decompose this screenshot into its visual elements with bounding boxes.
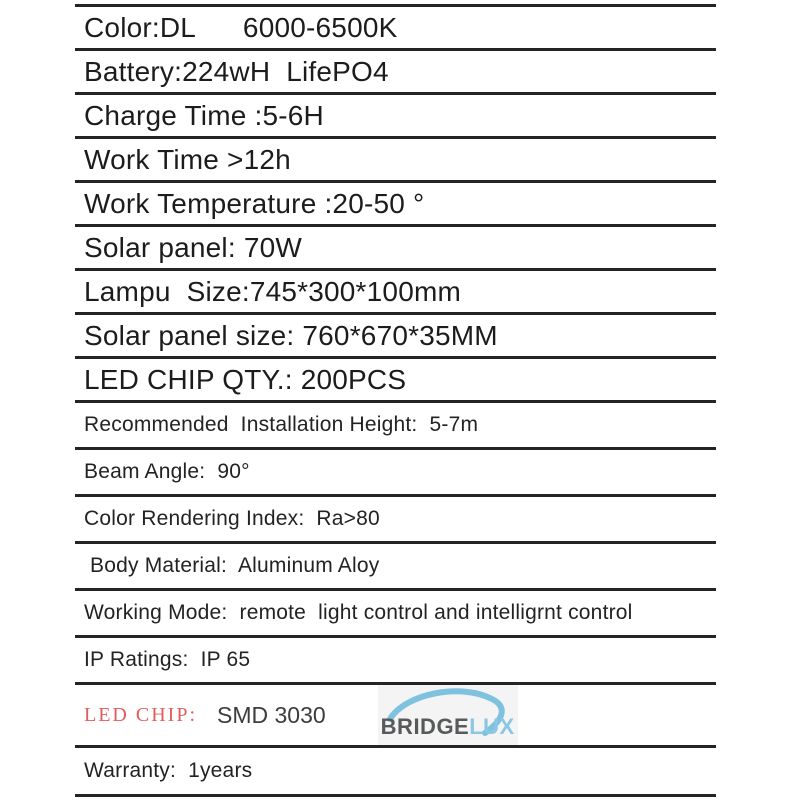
logo-wordmark-lux: LUX — [469, 714, 515, 739]
spec-row-lamp-size-text: Lampu Size:745*300*100mm — [84, 275, 462, 307]
spec-row-solar-panel — [75, 227, 716, 271]
spec-row-work-temperature-text: Work Temperature :20-50 ° — [84, 187, 425, 219]
led-chip-label: LED CHIP: — [84, 703, 197, 726]
spec-row-beam-angle — [75, 450, 716, 497]
spec-row-work-time — [75, 139, 716, 183]
spec-row-warranty-text: Warranty: 1years — [84, 759, 253, 782]
spec-row-solar-panel-text: Solar panel: 70W — [84, 231, 302, 263]
spec-row-work-time-text: Work Time >12h — [84, 143, 291, 175]
spec-row-solar-panel-size-text: Solar panel size: 760*670*35MM — [84, 319, 498, 351]
spec-row-warranty — [75, 748, 716, 797]
spec-row-charge-time — [75, 95, 716, 139]
spec-row-color-rendering-index-text: Color Rendering Index: Ra>80 — [84, 507, 380, 530]
spec-row-working-mode — [75, 591, 716, 638]
spec-row-lamp-size — [75, 271, 716, 315]
logo-wordmark — [381, 716, 515, 738]
spec-row-ip-ratings-text: IP Ratings: IP 65 — [84, 648, 251, 671]
spec-row-color — [75, 7, 716, 51]
spec-row-solar-panel-size — [75, 315, 716, 359]
spec-row-led-chip-qty — [75, 359, 716, 403]
spec-row-led-chip — [75, 685, 716, 748]
spec-row-color-rendering-index — [75, 497, 716, 544]
spec-row-working-mode-text: Working Mode: remote light control and intelligrnt control — [84, 601, 633, 624]
spec-row-color-text: Color:DL 6000-6500K — [84, 11, 398, 43]
spec-row-battery-text: Battery:224wH LifePO4 — [84, 55, 389, 87]
spec-row-beam-angle-text: Beam Angle: 90° — [84, 460, 250, 483]
bridgelux-logo — [378, 685, 518, 745]
spec-row-installation-height — [75, 403, 716, 450]
spec-row-charge-time-text: Charge Time :5-6H — [84, 99, 324, 131]
spec-table — [75, 4, 716, 797]
spec-row-led-chip-qty-text: LED CHIP QTY.: 200PCS — [84, 363, 407, 395]
spec-row-ip-ratings — [75, 638, 716, 685]
spec-row-body-material — [75, 544, 716, 591]
spec-row-installation-height-text: Recommended Installation Height: 5-7m — [84, 413, 479, 436]
led-chip-value: SMD 3030 — [217, 701, 326, 728]
logo-wordmark-bridge: BRIDGE — [380, 714, 470, 739]
spec-row-body-material-text: Body Material: Aluminum Aloy — [84, 554, 380, 577]
spec-row-work-temperature — [75, 183, 716, 227]
spec-row-battery — [75, 51, 716, 95]
